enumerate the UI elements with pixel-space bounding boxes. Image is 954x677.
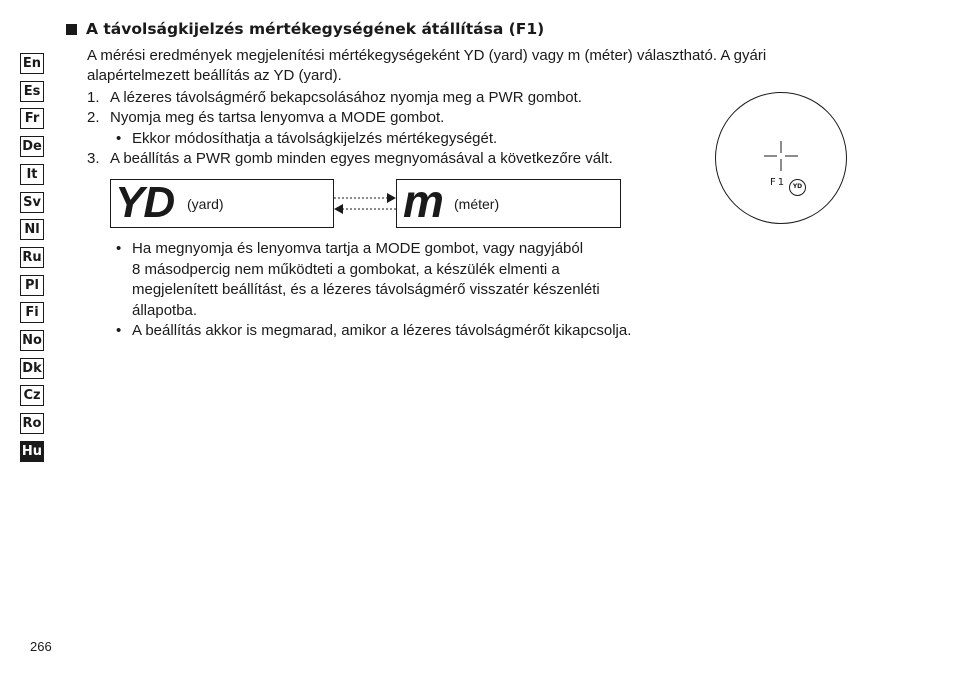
- step-2-text: Nyomja meg és tartsa lenyomva a MODE gombot.: [110, 109, 445, 126]
- intro-line-1: A mérési eredmények megjelenítési mértékegységeként YD (yard) vagy m (méter) választható. A gyári: [87, 47, 767, 64]
- lang-tab-dk[interactable]: Dk: [20, 358, 44, 379]
- note-2-text: A beállítás akkor is megmarad, amikor a lézeres távolságmérőt kikapcsolja.: [132, 322, 632, 339]
- lang-tab-de[interactable]: De: [20, 136, 44, 157]
- lang-tab-cz[interactable]: Cz: [20, 385, 44, 406]
- display-meter-box: [396, 175, 621, 228]
- note-1-bullet-marker: •: [116, 240, 122, 257]
- lang-tab-es[interactable]: Es: [20, 81, 44, 102]
- lang-tab-it[interactable]: It: [20, 164, 44, 185]
- note-1-line-2: 8 másodpercig nem működteti a gombokat, a készülék elmenti a: [132, 261, 560, 278]
- step-2-bullet-marker: •: [116, 130, 122, 147]
- note-1-line-1: Ha megnyomja és lenyomva tartja a MODE gombot, vagy nagyjából: [132, 240, 584, 257]
- lang-tab-pl[interactable]: Pl: [20, 275, 44, 296]
- section-heading: [66, 19, 544, 39]
- lang-tab-sv[interactable]: Sv: [20, 192, 44, 213]
- step-3-number: 3.: [87, 150, 100, 167]
- step-3-text: A beállítás a PWR gomb minden egyes megnyomásával a következőre vált.: [110, 150, 613, 167]
- viewfinder-mode-label: F1: [770, 177, 787, 188]
- section-title: A távolságkijelzés mértékegységének átállítása (F1): [86, 20, 545, 38]
- step-1-number: 1.: [87, 89, 100, 106]
- heading-square-icon: [66, 24, 77, 35]
- lang-tab-ro[interactable]: Ro: [20, 413, 44, 434]
- step-2-bullet-text: Ekkor módosíthatja a távolságkijelzés mértékegységét.: [132, 130, 498, 147]
- viewfinder-illustration: [715, 92, 847, 224]
- lang-tab-fi[interactable]: Fi: [20, 302, 44, 323]
- lang-tab-no[interactable]: No: [20, 330, 44, 351]
- lang-tab-ru[interactable]: Ru: [20, 247, 44, 268]
- display-yard-box: [110, 179, 334, 228]
- lang-tab-fr[interactable]: Fr: [20, 108, 44, 129]
- intro-line-2: alapértelmezett beállítás az YD (yard).: [87, 67, 342, 84]
- meter-caption: (méter): [454, 196, 500, 212]
- viewfinder-unit-badge: YD: [789, 179, 806, 196]
- page-number: 266: [30, 639, 52, 654]
- lang-tab-en[interactable]: En: [20, 53, 44, 74]
- note-1-line-4: állapotba.: [132, 302, 198, 319]
- yard-caption: (yard): [187, 196, 224, 212]
- note-2-bullet-marker: •: [116, 322, 122, 339]
- toggle-arrows-icon: [334, 190, 396, 218]
- lang-tab-nl[interactable]: Nl: [20, 219, 44, 240]
- yard-segment-display: YD: [115, 178, 175, 227]
- note-1-line-3: megjelenített beállítást, és a lézeres távolságmérő visszatér készenléti: [132, 281, 600, 298]
- step-1-text: A lézeres távolságmérő bekapcsolásához nyomja meg a PWR gombot.: [110, 89, 582, 106]
- crosshair-icon: [715, 92, 847, 224]
- meter-segment-display: m: [403, 175, 443, 227]
- lang-tab-hu-active[interactable]: Hu: [20, 441, 44, 462]
- step-2-number: 2.: [87, 109, 100, 126]
